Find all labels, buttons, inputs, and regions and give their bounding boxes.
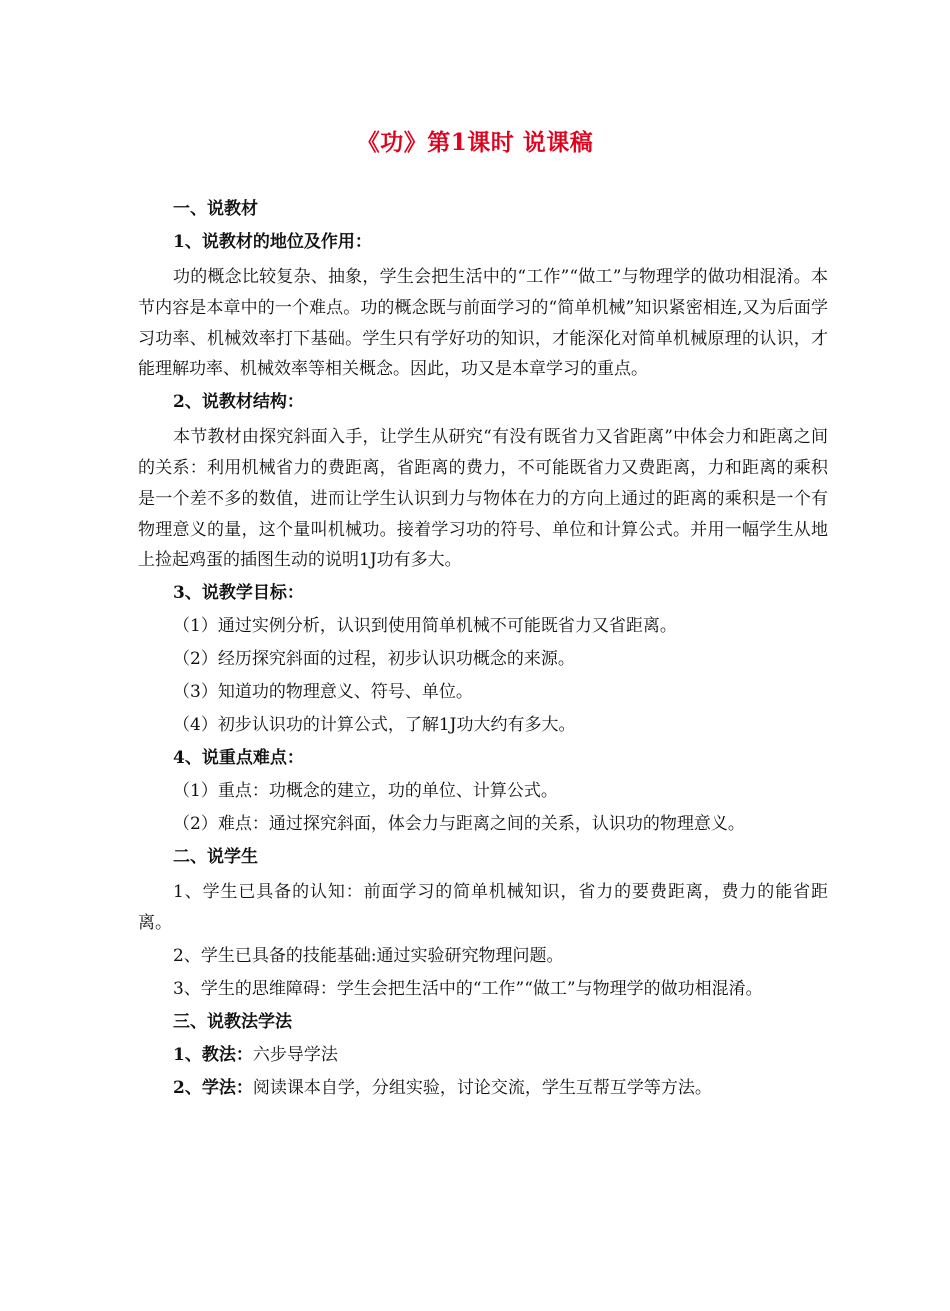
goal-item: （2）经历探究斜面的过程，初步认识功概念的来源。 [173, 649, 575, 670]
method-label: 1、教法： [173, 1044, 253, 1065]
method-item-learning [138, 1075, 828, 1101]
paragraph-structure: 本节教材由探究斜面入手，让学生从研究“有没有既省力又省距离”中体会力和距离之间的关系：利用机械省力的费距离，省距离的费力，不可能既省力又费距离，力和距离的乘积是一个差不多的数值，进而让学生认识到力与物体在力的方向上通过的距离的乘积是一个有物理意义的量，这个量叫机械功。接着学习功的符号、单位和计算公式。并用一幅学生从地上捡起鸡蛋的插图生动的说明1J功有多大。 [138, 427, 828, 571]
student-item: 3、学生的思维障碍：学生会把生活中的“工作”“做工”与物理学的做功相混淆。 [173, 978, 763, 999]
goal-item: （1）通过实例分析，认识到使用简单机械不可能既省力又省距离。 [173, 616, 677, 637]
subheading-position-role: 1、说教材的地位及作用： [173, 232, 372, 252]
goal-item: （4）初步认识功的计算公式，了解1J功大约有多大。 [173, 715, 576, 736]
goal-item: （3）知道功的物理意义、符号、单位。 [173, 682, 473, 703]
key-point-item: （2）难点：通过探究斜面，体会力与距离之间的关系，认识功的物理意义。 [173, 814, 745, 835]
method-item-teaching [138, 1042, 828, 1068]
subheading-structure: 2、说教材结构： [173, 392, 304, 413]
section-heading-methods: 三、说教法学法 [173, 1011, 292, 1032]
document-title: 《功》第1课时 说课稿 [356, 129, 594, 156]
student-item: 1、学生已具备的认知：前面学习的简单机械知识，省力的要费距离，费力的能省距离。 [138, 882, 828, 933]
student-item: 2、学生已具备的技能基础:通过实验研究物理问题。 [173, 945, 564, 966]
key-point-item: （1）重点：功概念的建立，功的单位、计算公式。 [173, 781, 558, 802]
section-heading-students: 二、说学生 [173, 847, 258, 868]
method-text: 阅读课本自学，分组实验，讨论交流，学生互帮互学等方法。 [252, 1077, 712, 1098]
paragraph-position-role: 功的概念比较复杂、抽象，学生会把生活中的“工作”“做工”与物理学的做功相混淆。本节内容是本章中的一个难点。功的概念既与前面学习的“简单机械”知识紧密相连,又为后面学习功率、机械效率打下基础。学生只有学好功的知识，才能深化对简单机械原理的认识，才能理解功率、机械效率等相关概念。因此，功又是本章学习的重点。 [138, 267, 828, 380]
method-text: 六步导学法 [252, 1044, 338, 1065]
subheading-goals: 3、说教学目标： [173, 583, 304, 604]
document-body [138, 196, 828, 1108]
method-label: 2、学法： [173, 1077, 253, 1098]
section-heading-textbook: 一、说教材 [173, 199, 258, 219]
subheading-key-points: 4、说重点难点： [173, 748, 304, 769]
